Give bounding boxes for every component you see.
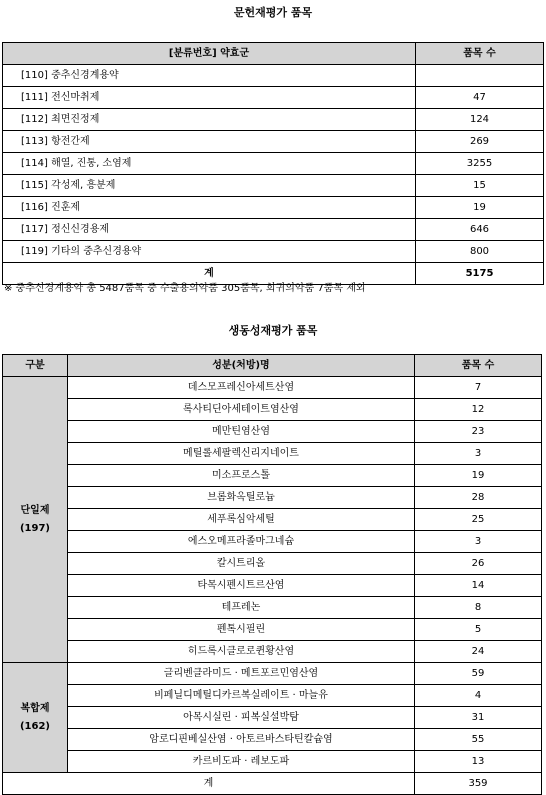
item-count: 55: [415, 729, 542, 751]
ingredient-name: 세푸록심악세틸: [68, 509, 415, 531]
ingredient-name: 아목시실린 · 피복실설박탐: [68, 707, 415, 729]
table-row: [3, 421, 542, 443]
item-count: 31: [415, 707, 542, 729]
item-count: 8: [415, 597, 542, 619]
column-header-count: 품목 수: [416, 43, 544, 65]
table-row: [3, 399, 542, 421]
item-count: 3: [415, 443, 542, 465]
table-row: [3, 619, 542, 641]
total-count: 5175: [416, 263, 544, 285]
ingredient-name: 에스오메프라졸마그네슘: [68, 531, 415, 553]
ingredient-name: 카르비도파 · 레보도파: [68, 751, 415, 773]
table-row: [3, 153, 544, 175]
ingredient-name: 록사티딘아세테이트염산염: [68, 399, 415, 421]
table-row: [3, 509, 542, 531]
item-count: 28: [415, 487, 542, 509]
item-count: 3: [415, 531, 542, 553]
total-label: 계: [3, 263, 416, 285]
ingredient-name: 테프레논: [68, 597, 415, 619]
item-count: 800: [416, 241, 544, 263]
category-name: [110] 중추신경계용약: [3, 65, 416, 87]
category-name: [111] 전신마취제: [3, 87, 416, 109]
ingredient-name: 펜톡시필린: [68, 619, 415, 641]
item-count: 12: [415, 399, 542, 421]
table-row: [3, 377, 542, 399]
table-row: [3, 87, 544, 109]
category-name: [112] 최면진정제: [3, 109, 416, 131]
table-row: [3, 65, 544, 87]
ingredient-name: 메틸롤세팔렉신리지네이트: [68, 443, 415, 465]
table-row: [3, 707, 542, 729]
group-cell: [3, 663, 68, 773]
total-row: [3, 773, 542, 795]
ingredient-name: 비페닐디메틸디카르복실레이트 · 마늘유: [68, 685, 415, 707]
column-header-count: 품목 수: [415, 355, 542, 377]
table-row: [3, 175, 544, 197]
ingredient-name: 글리벤클라미드 · 메트포르민염산염: [68, 663, 415, 685]
category-name: [114] 해열, 진통, 소염제: [3, 153, 416, 175]
table-row: [3, 465, 542, 487]
table-row: [3, 553, 542, 575]
table-row: [3, 729, 542, 751]
table-header-row: [3, 355, 542, 377]
literature-reevaluation-title: 문헌재평가 품목: [233, 6, 313, 19]
item-count: 7: [415, 377, 542, 399]
ingredient-name: 브롬화옥틸로늄: [68, 487, 415, 509]
item-count: 26: [415, 553, 542, 575]
table-row: [3, 751, 542, 773]
ingredient-name: 메만틴염산염: [68, 421, 415, 443]
ingredient-name: 칼시트리올: [68, 553, 415, 575]
bioequivalence-reevaluation-table: [2, 354, 542, 795]
item-count: 59: [415, 663, 542, 685]
item-count: 269: [416, 131, 544, 153]
table-row: [3, 597, 542, 619]
ingredient-name: 암로디핀베실산염 · 아토르바스타틴칼슘염: [68, 729, 415, 751]
category-name: [115] 각성제, 흥분제: [3, 175, 416, 197]
item-count: [416, 65, 544, 87]
table-row: [3, 487, 542, 509]
category-name: [119] 기타의 중추신경용약: [3, 241, 416, 263]
table-row: [3, 109, 544, 131]
column-header-ingredient: 성분(처방)명: [68, 355, 415, 377]
item-count: 19: [415, 465, 542, 487]
category-name: [113] 항전간제: [3, 131, 416, 153]
item-count: 24: [415, 641, 542, 663]
ingredient-name: 히드록시클로로퀸황산염: [68, 641, 415, 663]
total-count: 359: [415, 773, 542, 795]
item-count: 25: [415, 509, 542, 531]
table-row: [3, 219, 544, 241]
group-label: 복합제: [20, 702, 50, 714]
item-count: 15: [416, 175, 544, 197]
item-count: 47: [416, 87, 544, 109]
group-count: (197): [19, 522, 50, 534]
ingredient-name: 데스모프레신아세트산염: [68, 377, 415, 399]
table-row: [3, 685, 542, 707]
table-row: [3, 443, 542, 465]
ingredient-name: 미소프로스톨: [68, 465, 415, 487]
table-row: [3, 531, 542, 553]
group-count: (162): [19, 720, 50, 732]
table-row: [3, 663, 542, 685]
item-count: 19: [416, 197, 544, 219]
item-count: 14: [415, 575, 542, 597]
item-count: 23: [415, 421, 542, 443]
column-header-category: [분류번호] 약효군: [3, 43, 416, 65]
item-count: 646: [416, 219, 544, 241]
category-name: [116] 진훈제: [3, 197, 416, 219]
table-row: [3, 641, 542, 663]
table-row: [3, 197, 544, 219]
category-name: [117] 정신신경용제: [3, 219, 416, 241]
group-cell: [3, 377, 68, 663]
table-header-row: [3, 43, 544, 65]
bioequivalence-reevaluation-title: 생동성재평가 품목: [228, 324, 318, 337]
item-count: 4: [415, 685, 542, 707]
item-count: 3255: [416, 153, 544, 175]
column-header-group: 구분: [3, 355, 68, 377]
item-count: 13: [415, 751, 542, 773]
literature-reevaluation-table: [2, 42, 544, 285]
ingredient-name: 타목시펜시트르산염: [68, 575, 415, 597]
table-row: [3, 241, 544, 263]
table-row: [3, 131, 544, 153]
item-count: 124: [416, 109, 544, 131]
item-count: 5: [415, 619, 542, 641]
total-label: 계: [3, 773, 415, 795]
footnote: ※ 중추신경계용약 총 5487품목 중 수출용의약품 305품목, 희귀의약품 7품목 제외: [4, 283, 366, 294]
group-label: 단일제: [20, 504, 50, 516]
table-row: [3, 575, 542, 597]
